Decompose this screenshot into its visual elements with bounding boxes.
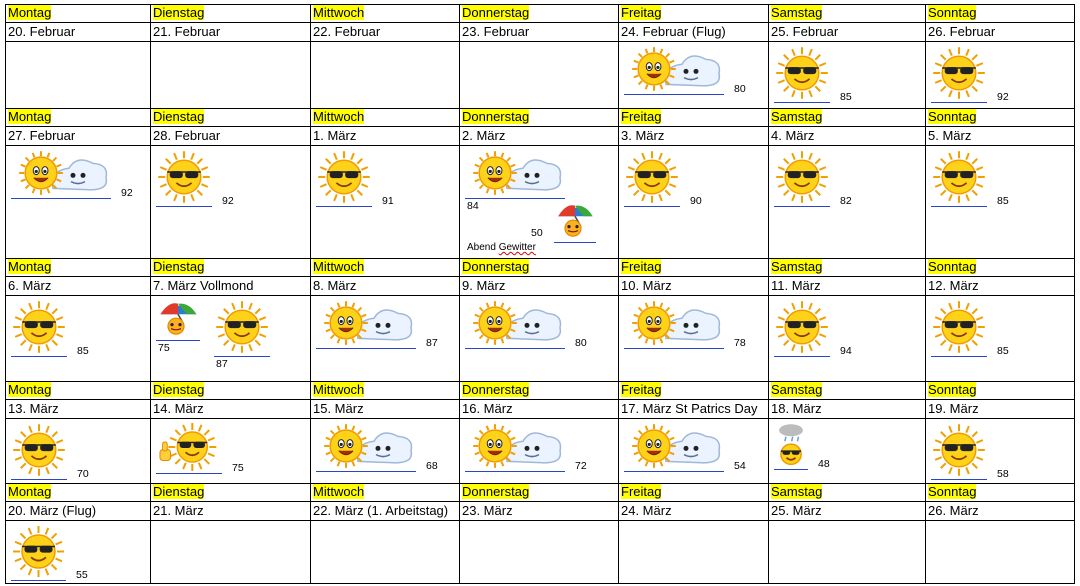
grid-line xyxy=(1074,4,1075,584)
day-name xyxy=(770,5,823,20)
weather-underline xyxy=(316,471,416,472)
weather-underline xyxy=(554,242,596,243)
day-name-label: Montag xyxy=(8,259,52,274)
day-date: 24. Februar (Flug) xyxy=(621,24,726,39)
day-date: 20. März (Flug) xyxy=(8,503,97,518)
day-name xyxy=(7,5,52,20)
grid-line xyxy=(768,4,769,584)
weather-underline xyxy=(931,206,987,207)
day-name xyxy=(152,382,205,397)
note-prefix: Abend xyxy=(467,242,499,253)
day-date: 23. Februar xyxy=(462,24,530,39)
umbrella-icon xyxy=(156,299,200,344)
day-date: 6. März xyxy=(8,278,52,293)
temperature: 80 xyxy=(575,337,587,349)
sun-sunglasses-icon xyxy=(774,299,830,360)
day-name xyxy=(7,382,52,397)
day-name-label: Freitag xyxy=(621,382,662,397)
sun-sunglasses-icon xyxy=(11,524,66,584)
day-name xyxy=(461,259,530,274)
day-name-label: Freitag xyxy=(621,259,662,274)
day-name-label: Donnerstag xyxy=(462,5,530,20)
sun-thumbsup-icon xyxy=(156,422,222,477)
day-name xyxy=(770,484,823,499)
day-name-label: Mittwoch xyxy=(313,109,365,124)
day-date: 21. März xyxy=(153,503,204,518)
day-name xyxy=(927,5,977,20)
day-name-label: Donnerstag xyxy=(462,382,530,397)
sun-sunglasses-icon xyxy=(316,149,372,210)
day-name-label: Donnerstag xyxy=(462,109,530,124)
temperature: 55 xyxy=(76,569,88,581)
day-name-label: Dienstag xyxy=(153,382,205,397)
day-name xyxy=(620,109,662,124)
day-name-label: Freitag xyxy=(621,5,662,20)
weather-underline xyxy=(624,471,724,472)
day-name xyxy=(152,109,205,124)
grid-line xyxy=(5,520,1075,521)
day-date: 2. März xyxy=(462,128,506,143)
sun-sunglasses-icon xyxy=(931,149,987,210)
sun-sunglasses-icon xyxy=(11,299,67,360)
grid-line xyxy=(618,4,619,584)
day-name-label: Sonntag xyxy=(928,109,977,124)
temperature: 70 xyxy=(77,468,89,480)
day-name-label: Samstag xyxy=(771,5,823,20)
day-date: 1. März xyxy=(313,128,357,143)
day-name xyxy=(461,382,530,397)
day-date: 9. März xyxy=(462,278,506,293)
weather-underline xyxy=(156,340,200,341)
day-name xyxy=(620,259,662,274)
weather-underline xyxy=(931,356,987,357)
day-date: 7. März Vollmond xyxy=(153,278,254,293)
day-name xyxy=(152,259,205,274)
grid-line xyxy=(310,4,311,584)
day-date: 25. März xyxy=(771,503,822,518)
grid-line xyxy=(5,295,1075,296)
day-name-label: Mittwoch xyxy=(313,484,365,499)
day-date: 24. März xyxy=(621,503,672,518)
day-name xyxy=(770,382,823,397)
weather-underline xyxy=(11,479,67,480)
day-name-label: Montag xyxy=(8,109,52,124)
day-name-label: Freitag xyxy=(621,484,662,499)
day-name xyxy=(927,259,977,274)
weather-underline xyxy=(156,473,222,474)
temperature: 75 xyxy=(158,342,170,354)
weather-underline xyxy=(774,469,808,470)
day-date: 26. Februar xyxy=(928,24,996,39)
temperature: 94 xyxy=(840,345,852,357)
day-name xyxy=(7,259,52,274)
day-date: 13. März xyxy=(8,401,59,416)
weather-underline xyxy=(11,356,67,357)
day-date: 12. März xyxy=(928,278,979,293)
weather-underline xyxy=(11,580,66,581)
temperature: 48 xyxy=(818,458,830,470)
day-name xyxy=(7,109,52,124)
grid-line xyxy=(5,399,1075,400)
grid-line xyxy=(5,418,1075,419)
day-name-label: Samstag xyxy=(771,484,823,499)
day-name-label: Sonntag xyxy=(928,484,977,499)
day-date: 28. Februar xyxy=(153,128,221,143)
grid-line xyxy=(459,4,460,584)
grid-line xyxy=(5,41,1075,42)
day-name-label: Donnerstag xyxy=(462,259,530,274)
temperature: 80 xyxy=(734,83,746,95)
day-name-label: Samstag xyxy=(771,259,823,274)
temperature: 92 xyxy=(997,91,1009,103)
umbrella-icon xyxy=(554,201,596,246)
weather-underline xyxy=(774,206,830,207)
temperature: 75 xyxy=(232,462,244,474)
weather-underline xyxy=(931,102,987,103)
day-date: 3. März xyxy=(621,128,665,143)
temperature: 78 xyxy=(734,337,746,349)
temperature: 68 xyxy=(426,460,438,472)
day-name xyxy=(461,5,530,20)
day-name-label: Montag xyxy=(8,484,52,499)
day-name-label: Sonntag xyxy=(928,259,977,274)
day-name-label: Freitag xyxy=(621,109,662,124)
temperature: 50 xyxy=(531,227,543,239)
grid-line xyxy=(5,22,1075,23)
weather-underline xyxy=(624,94,724,95)
sun-cloud-icon xyxy=(624,45,724,98)
sun-sunglasses-icon xyxy=(774,45,830,106)
sun-sunglasses-icon xyxy=(214,299,270,360)
day-name-label: Dienstag xyxy=(153,5,205,20)
temperature: 58 xyxy=(997,468,1009,480)
temperature: 91 xyxy=(382,195,394,207)
weather-underline xyxy=(214,356,270,357)
day-name xyxy=(770,259,823,274)
day-date: 5. März xyxy=(928,128,972,143)
weather-underline xyxy=(316,348,416,349)
temperature: 82 xyxy=(840,195,852,207)
day-name xyxy=(927,382,977,397)
day-name xyxy=(312,382,365,397)
day-name xyxy=(312,484,365,499)
day-name xyxy=(152,5,205,20)
sun-sunglasses-icon xyxy=(931,299,987,360)
day-name-label: Mittwoch xyxy=(313,259,365,274)
temperature: 85 xyxy=(997,195,1009,207)
grid-line xyxy=(5,145,1075,146)
day-date: 18. März xyxy=(771,401,822,416)
grid-line xyxy=(5,501,1075,502)
sun-sunglasses-icon xyxy=(156,149,212,210)
sun-sunglasses-icon xyxy=(624,149,680,210)
weather-underline xyxy=(465,198,565,199)
temperature: 87 xyxy=(216,358,228,370)
day-date: 27. Februar xyxy=(8,128,76,143)
weather-underline xyxy=(931,479,987,480)
day-name-label: Dienstag xyxy=(153,484,205,499)
day-name-label: Sonntag xyxy=(928,382,977,397)
day-name-label: Montag xyxy=(8,382,52,397)
day-date: 22. März (1. Arbeitstag) xyxy=(313,503,449,518)
temperature: 92 xyxy=(222,195,234,207)
sun-cloud-icon xyxy=(316,299,416,352)
grid-line xyxy=(5,583,1075,584)
day-name-label: Sonntag xyxy=(928,5,977,20)
day-date: 22. Februar xyxy=(313,24,381,39)
sun-sunglasses-icon xyxy=(931,422,987,483)
grid-line xyxy=(5,126,1075,127)
sun-sunglasses-icon xyxy=(931,45,987,106)
temperature: 72 xyxy=(575,460,587,472)
day-date: 16. März xyxy=(462,401,513,416)
day-name xyxy=(461,484,530,499)
sun-cloud-icon xyxy=(11,149,111,202)
day-name xyxy=(620,382,662,397)
weather-underline xyxy=(156,206,212,207)
temperature: 87 xyxy=(426,337,438,349)
temperature: 54 xyxy=(734,460,746,472)
rain-cloud-icon xyxy=(774,422,808,473)
day-name-label: Dienstag xyxy=(153,259,205,274)
day-name xyxy=(7,484,52,499)
day-date: 25. Februar xyxy=(771,24,839,39)
day-date: 20. Februar xyxy=(8,24,76,39)
day-date: 11. März xyxy=(771,278,821,293)
temperature: 90 xyxy=(690,195,702,207)
weather-underline xyxy=(465,348,565,349)
grid-line xyxy=(925,4,926,584)
day-name-label: Donnerstag xyxy=(462,484,530,499)
sun-cloud-icon xyxy=(465,422,565,475)
day-date: 14. März xyxy=(153,401,204,416)
day-name-label: Samstag xyxy=(771,109,823,124)
sun-cloud-icon xyxy=(465,149,565,202)
day-name xyxy=(927,484,977,499)
grid-line xyxy=(150,4,151,584)
sun-sunglasses-icon xyxy=(11,422,67,483)
day-date: 19. März xyxy=(928,401,979,416)
day-date: 23. März xyxy=(462,503,513,518)
sun-sunglasses-icon xyxy=(774,149,830,210)
day-date: 15. März xyxy=(313,401,364,416)
day-date: 21. Februar xyxy=(153,24,221,39)
sun-cloud-icon xyxy=(316,422,416,475)
temperature: 85 xyxy=(77,345,89,357)
note-word: Gewitter xyxy=(498,242,536,253)
sun-cloud-icon xyxy=(465,299,565,352)
weather-underline xyxy=(774,356,830,357)
temperature: 85 xyxy=(997,345,1009,357)
day-name xyxy=(620,5,662,20)
weather-note xyxy=(467,242,536,254)
temperature: 92 xyxy=(121,187,133,199)
day-date: 4. März xyxy=(771,128,815,143)
day-name xyxy=(312,259,365,274)
grid-line xyxy=(5,4,6,584)
day-name xyxy=(461,109,530,124)
grid-line xyxy=(5,276,1075,277)
day-name xyxy=(312,109,365,124)
weather-underline xyxy=(11,198,111,199)
day-name-label: Montag xyxy=(8,5,52,20)
day-date: 26. März xyxy=(928,503,979,518)
weather-underline xyxy=(465,471,565,472)
sun-cloud-icon xyxy=(624,422,724,475)
day-name-label: Samstag xyxy=(771,382,823,397)
weather-underline xyxy=(316,206,372,207)
day-name-label: Mittwoch xyxy=(313,5,365,20)
day-name xyxy=(312,5,365,20)
weather-underline xyxy=(624,206,680,207)
day-date: 17. März St Patrics Day xyxy=(621,401,758,416)
day-name xyxy=(152,484,205,499)
day-name-label: Dienstag xyxy=(153,109,205,124)
sun-cloud-icon xyxy=(624,299,724,352)
day-date: 8. März xyxy=(313,278,357,293)
temperature: 85 xyxy=(840,91,852,103)
weather-underline xyxy=(624,348,724,349)
temperature: 84 xyxy=(467,200,479,212)
weather-calendar xyxy=(5,4,1075,583)
day-date: 10. März xyxy=(621,278,672,293)
day-name-label: Mittwoch xyxy=(313,382,365,397)
day-name xyxy=(927,109,977,124)
day-name xyxy=(620,484,662,499)
weather-underline xyxy=(774,102,830,103)
day-name xyxy=(770,109,823,124)
